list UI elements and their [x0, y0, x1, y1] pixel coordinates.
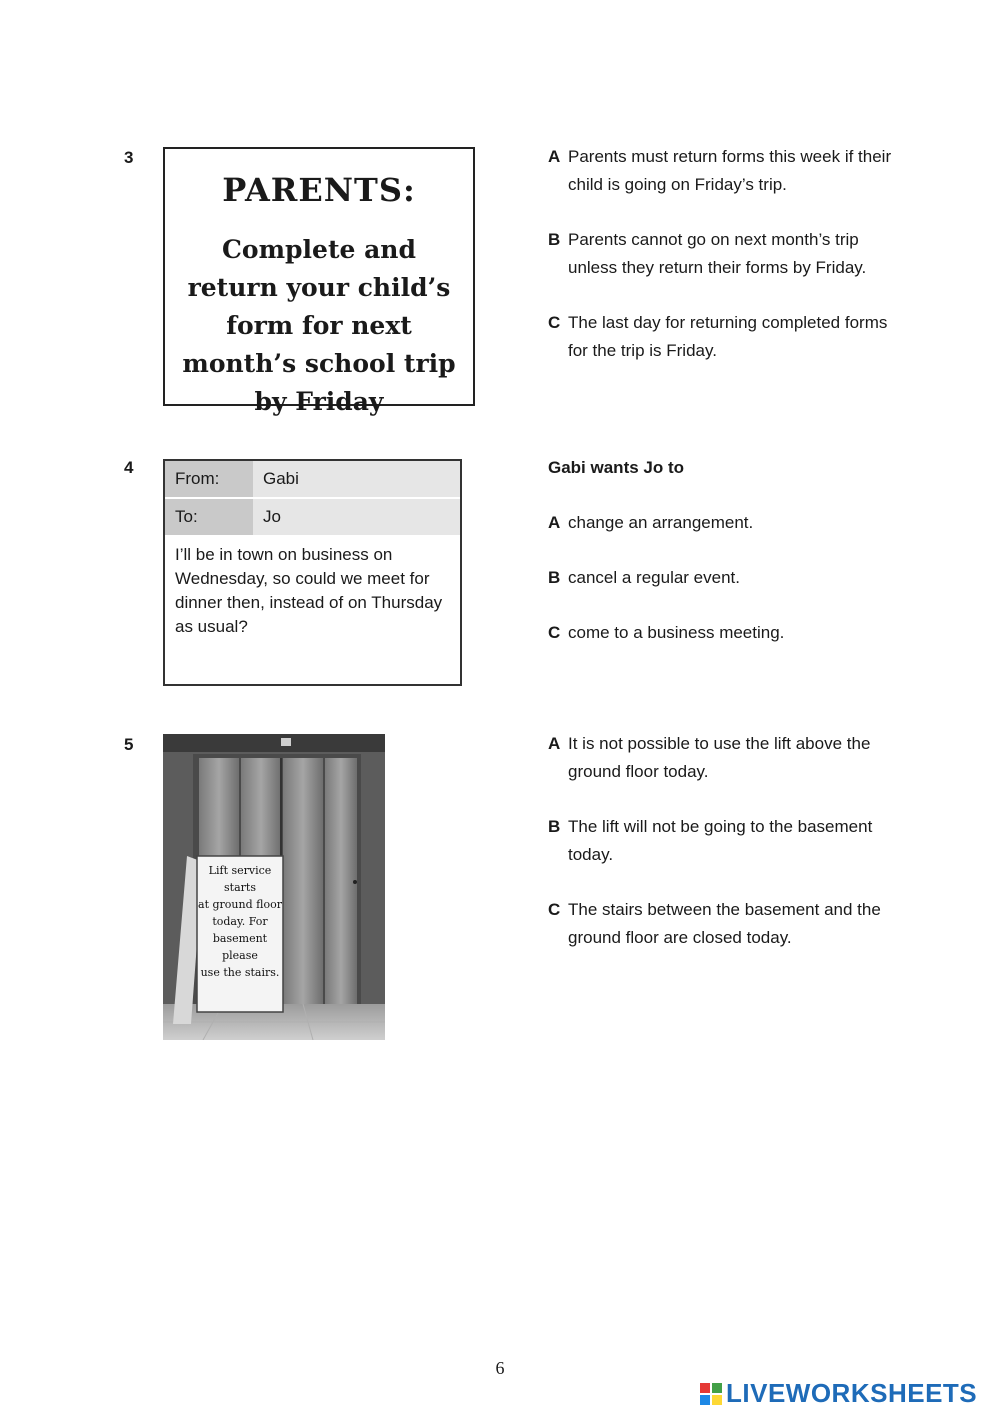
message-box [163, 459, 462, 686]
question-5-options [548, 730, 908, 979]
option-a[interactable] [548, 143, 908, 199]
option-text: The stairs between the basement and the ground floor are closed today. [568, 900, 881, 947]
sign-line: today. For [212, 915, 268, 928]
option-text: change an arrangement. [568, 513, 754, 532]
option-text: The lift will not be going to the basement today. [568, 817, 873, 864]
question-3-options [548, 143, 908, 392]
option-letter: A [548, 734, 561, 753]
question-4-options [548, 454, 908, 674]
option-letter: C [548, 623, 561, 642]
option-text: Parents cannot go on next month’s trip unless they return their forms by Friday. [568, 230, 867, 277]
option-letter: B [548, 230, 561, 249]
notice-body: Complete and return your child’s form for next month’s school trip by Friday [182, 235, 456, 416]
sign-line: use the stairs. [200, 966, 280, 979]
brand-name: LIVEWORKSHEETS [726, 1378, 978, 1408]
option-text: It is not possible to use the lift above the ground floor today. [568, 734, 871, 781]
option-letter: C [548, 313, 561, 332]
message-body: I’ll be in town on business on Wednesday, so could we meet for dinner then, instead of on Thursday as usual? [175, 545, 443, 636]
option-text: The last day for returning completed forms for the trip is Friday. [568, 313, 888, 360]
to-label: To: [165, 499, 253, 535]
option-c[interactable] [548, 619, 908, 647]
option-b[interactable] [548, 226, 908, 282]
option-letter: A [548, 147, 561, 166]
question-number-5: 5 [124, 735, 134, 754]
option-letter: B [548, 817, 561, 836]
liveworksheets-logo[interactable] [700, 1378, 977, 1409]
liveworksheets-icon [700, 1383, 722, 1405]
lift-sign [197, 862, 283, 981]
option-text: cancel a regular event. [568, 568, 740, 587]
to-row [165, 499, 460, 537]
from-row [165, 461, 460, 499]
option-a[interactable] [548, 730, 908, 786]
option-a[interactable] [548, 509, 908, 537]
question-stem: Gabi wants Jo to [548, 458, 685, 477]
from-value: Gabi [253, 461, 460, 497]
option-b[interactable] [548, 813, 908, 869]
option-c[interactable] [548, 896, 908, 952]
question-number-3: 3 [124, 148, 134, 167]
notice-heading: PARENTS: [222, 171, 416, 209]
parents-notice [163, 147, 475, 416]
option-c[interactable] [548, 309, 908, 365]
option-text: Parents must return forms this week if their child is going on Friday’s trip. [568, 147, 892, 194]
to-value: Jo [253, 499, 460, 535]
from-label: From: [165, 461, 253, 497]
option-text: come to a business meeting. [568, 623, 785, 642]
option-letter: B [548, 568, 561, 587]
question-number-4: 4 [124, 458, 134, 477]
sign-line: basement please [212, 932, 268, 962]
option-b[interactable] [548, 564, 908, 592]
sign-line: at ground floor [198, 898, 282, 911]
lift-photo [163, 734, 385, 1040]
option-letter: A [548, 513, 561, 532]
option-letter: C [548, 900, 561, 919]
sign-line: Lift service starts [208, 864, 272, 894]
page-number: 6 [495, 1358, 505, 1378]
